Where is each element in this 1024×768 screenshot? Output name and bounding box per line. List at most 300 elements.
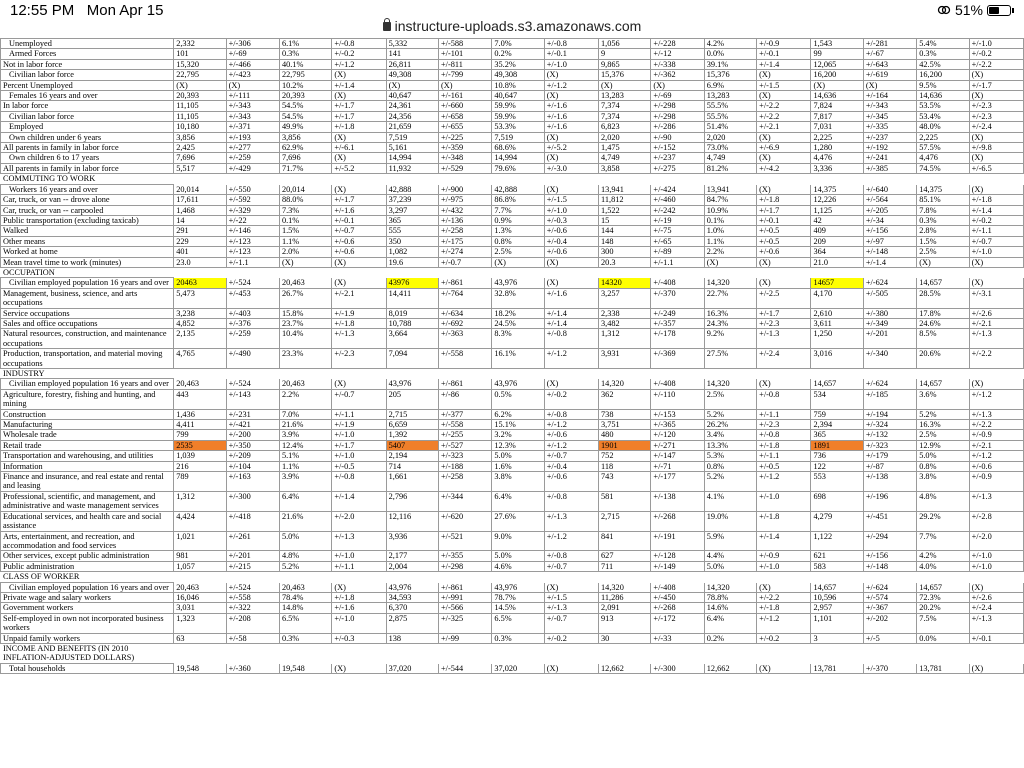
table-cell: +/-201 <box>226 551 279 561</box>
table-row <box>1 205 1024 215</box>
table-cell: 1,125 <box>811 205 863 215</box>
table-cell <box>226 643 279 663</box>
table-cell: 3.4% <box>704 430 756 440</box>
table-cell: +/-1.3 <box>332 329 386 349</box>
table-cell: +/-371 <box>226 122 279 132</box>
table-cell: +/-0.6 <box>969 461 1023 471</box>
table-cell: +/-0.7 <box>544 451 598 461</box>
table-cell: 24,356 <box>386 111 438 121</box>
row-label: Civilian labor force <box>1 111 174 121</box>
row-label: Natural resources, construction, and maintenance occupations <box>1 329 174 349</box>
table-cell: +/-544 <box>439 663 492 673</box>
table-cell: 583 <box>811 561 863 571</box>
table-cell: 3.2% <box>492 430 544 440</box>
table-cell: 4,170 <box>811 288 863 308</box>
table-cell: 14,411 <box>386 288 438 308</box>
table-cell: 24,361 <box>386 101 438 111</box>
table-cell: +/-640 <box>863 184 916 194</box>
table-cell: 57.5% <box>917 143 969 153</box>
table-cell <box>704 643 756 663</box>
table-cell: +/-147 <box>651 451 704 461</box>
table-cell: +/-12 <box>651 49 704 59</box>
table-cell: 2,425 <box>174 143 226 153</box>
table-cell: (X) <box>226 80 279 90</box>
table-row <box>1 39 1024 49</box>
row-label: Management, business, science, and arts occupations <box>1 288 174 308</box>
table-row <box>1 551 1024 561</box>
section-row <box>1 643 1024 663</box>
table-cell: +/-65 <box>651 236 704 246</box>
table-cell: 138 <box>386 633 438 643</box>
table-cell: 7,817 <box>811 111 863 121</box>
table-cell <box>332 174 386 184</box>
table-cell: 43,976 <box>492 582 544 592</box>
table-cell: 409 <box>811 226 863 236</box>
table-cell: +/-1.6 <box>332 205 386 215</box>
table-cell: +/-0.5 <box>757 226 811 236</box>
table-cell: +/-1.3 <box>969 613 1023 633</box>
table-row <box>1 132 1024 142</box>
table-cell: +/-104 <box>226 461 279 471</box>
row-label: Armed Forces <box>1 49 174 59</box>
table-cell <box>279 267 331 277</box>
table-cell: 34,593 <box>386 592 438 602</box>
table-cell: 1.1% <box>704 236 756 246</box>
row-label: Own children under 6 years <box>1 132 174 142</box>
table-cell: 229 <box>174 236 226 246</box>
table-cell: 13,781 <box>917 663 969 673</box>
table-cell: +/-1.2 <box>969 451 1023 461</box>
table-cell: 6.5% <box>492 613 544 633</box>
table-cell: +/-0.7 <box>332 226 386 236</box>
table-cell: +/-338 <box>651 59 704 69</box>
table-cell: +/-550 <box>226 184 279 194</box>
table-cell: 14,320 <box>599 582 651 592</box>
table-cell: 3,336 <box>811 163 863 173</box>
table-cell: 22,795 <box>279 70 331 80</box>
table-cell: (X) <box>757 153 811 163</box>
table-cell: +/-1.2 <box>757 613 811 633</box>
table-cell: (X) <box>332 582 386 592</box>
table-cell <box>174 174 226 184</box>
table-cell: 3,856 <box>279 132 331 142</box>
table-cell: +/-367 <box>863 603 916 613</box>
row-label: Retail trade <box>1 440 174 450</box>
table-cell: 698 <box>811 491 863 511</box>
date: Mon Apr 15 <box>86 2 164 19</box>
table-cell <box>599 267 651 277</box>
table-cell: 364 <box>811 247 863 257</box>
table-cell: 3,611 <box>811 318 863 328</box>
table-row <box>1 409 1024 419</box>
table-cell: +/-306 <box>226 39 279 49</box>
table-cell: 6,370 <box>386 603 438 613</box>
table-cell: 2,332 <box>174 39 226 49</box>
table-cell: +/-335 <box>863 122 916 132</box>
table-cell: (X) <box>651 80 704 90</box>
table-cell: 19.6 <box>386 257 438 267</box>
table-cell: +/-1.5 <box>544 195 598 205</box>
table-cell: 1,101 <box>811 613 863 633</box>
table-cell: 2.0% <box>279 247 331 257</box>
table-cell: 738 <box>599 409 651 419</box>
table-cell <box>279 643 331 663</box>
table-cell: 0.8% <box>492 236 544 246</box>
table-row <box>1 122 1024 132</box>
table-cell: 2.5% <box>492 247 544 257</box>
table-cell: 53.4% <box>917 111 969 121</box>
row-label: Manufacturing <box>1 420 174 430</box>
table-cell: (X) <box>969 663 1023 673</box>
table-row <box>1 511 1024 531</box>
table-cell: 5.0% <box>917 451 969 461</box>
data-table <box>0 38 1024 674</box>
row-label: Service occupations <box>1 308 174 318</box>
table-cell: 14,657 <box>917 379 969 389</box>
table-cell: +/-370 <box>863 663 916 673</box>
table-cell: 4,424 <box>174 511 226 531</box>
table-cell: 2,135 <box>174 329 226 349</box>
table-row <box>1 430 1024 440</box>
table-cell: 14,994 <box>386 153 438 163</box>
table-cell: +/-1.7 <box>757 308 811 318</box>
table-cell: +/-58 <box>226 633 279 643</box>
table-cell: +/-1.3 <box>544 603 598 613</box>
table-cell: 42.5% <box>917 59 969 69</box>
table-cell: 10,180 <box>174 122 226 132</box>
table-cell: +/-5 <box>863 633 916 643</box>
table-cell: 3.6% <box>917 389 969 409</box>
table-row <box>1 236 1024 246</box>
table-cell: +/-0.8 <box>544 491 598 511</box>
table-cell: 1,250 <box>811 329 863 349</box>
table-cell: 12.3% <box>492 440 544 450</box>
table-cell <box>863 174 916 184</box>
table-cell: 711 <box>599 561 651 571</box>
time: 12:55 PM <box>10 2 75 19</box>
table-cell: (X) <box>332 153 386 163</box>
table-cell: +/-90 <box>651 132 704 142</box>
table-cell: +/-255 <box>439 430 492 440</box>
table-cell: 27.5% <box>704 349 756 369</box>
table-row <box>1 91 1024 101</box>
table-cell: +/-2.1 <box>969 318 1023 328</box>
table-cell: 5.1% <box>279 451 331 461</box>
table-row <box>1 163 1024 173</box>
row-label: Sales and office occupations <box>1 318 174 328</box>
table-cell: 401 <box>174 247 226 257</box>
table-cell: 20,463 <box>279 379 331 389</box>
table-cell: 20,014 <box>279 184 331 194</box>
table-cell: 981 <box>174 551 226 561</box>
row-label: Females 16 years and over <box>1 91 174 101</box>
table-cell <box>969 643 1023 663</box>
table-cell <box>863 267 916 277</box>
table-cell: +/-403 <box>226 308 279 318</box>
table-cell <box>811 572 863 582</box>
table-cell: (X) <box>969 153 1023 163</box>
table-cell: +/-1.2 <box>969 389 1023 409</box>
table-cell: +/-128 <box>651 551 704 561</box>
table-cell: +/-524 <box>226 379 279 389</box>
table-cell: +/-0.2 <box>544 633 598 643</box>
table-cell: +/-363 <box>439 329 492 349</box>
table-cell: +/-975 <box>439 195 492 205</box>
table-cell <box>174 369 226 379</box>
table-cell: 42 <box>811 215 863 225</box>
table-cell: 2.8% <box>917 226 969 236</box>
table-cell <box>439 572 492 582</box>
row-label: Public administration <box>1 561 174 571</box>
table-cell: +/-161 <box>439 91 492 101</box>
table-cell: +/-323 <box>863 440 916 450</box>
table-cell: +/-1.0 <box>969 561 1023 571</box>
table-cell: (X) <box>599 80 651 90</box>
table-cell: +/-277 <box>226 143 279 153</box>
table-cell: 5.3% <box>704 451 756 461</box>
table-cell: +/-0.8 <box>757 430 811 440</box>
table-cell: +/-1.6 <box>544 122 598 132</box>
table-cell: +/-369 <box>651 349 704 369</box>
table-cell: 27.6% <box>492 511 544 531</box>
table-cell: +/-588 <box>439 39 492 49</box>
table-cell: +/-249 <box>651 308 704 318</box>
table-cell: 24.5% <box>492 318 544 328</box>
table-cell <box>544 267 598 277</box>
table-cell: 0.1% <box>704 215 756 225</box>
table-row <box>1 561 1024 571</box>
table-cell <box>811 369 863 379</box>
table-cell: 20,393 <box>174 91 226 101</box>
table-cell: +/-0.7 <box>332 389 386 409</box>
table-cell: (X) <box>917 257 969 267</box>
table-cell: 300 <box>599 247 651 257</box>
table-cell: +/-1.0 <box>969 39 1023 49</box>
table-cell: +/-1.6 <box>544 288 598 308</box>
table-cell: 4.2% <box>704 39 756 49</box>
table-cell: +/-0.2 <box>544 389 598 409</box>
table-cell: 29.2% <box>917 511 969 531</box>
table-cell: +/-365 <box>651 420 704 430</box>
table-cell: 1.0% <box>704 226 756 236</box>
table-cell: +/-5.2 <box>332 163 386 173</box>
table-cell: 0.2% <box>492 49 544 59</box>
table-cell: 20.6% <box>917 349 969 369</box>
table-cell: +/-524 <box>226 278 279 288</box>
table-cell: 743 <box>599 472 651 492</box>
table-cell: (X) <box>544 278 598 288</box>
table-cell: +/-164 <box>863 91 916 101</box>
table-cell: (X) <box>969 132 1023 142</box>
table-cell: 2535 <box>174 440 226 450</box>
table-cell: +/-1.3 <box>757 329 811 349</box>
table-cell <box>863 572 916 582</box>
table-cell <box>704 174 756 184</box>
table-cell: 35.2% <box>492 59 544 69</box>
table-cell: 365 <box>386 215 438 225</box>
table-cell: 2.5% <box>704 389 756 409</box>
table-cell: +/-1.7 <box>757 205 811 215</box>
table-cell: +/-1.6 <box>332 603 386 613</box>
table-cell: 0.5% <box>492 389 544 409</box>
table-cell <box>704 369 756 379</box>
table-cell: 362 <box>599 389 651 409</box>
table-cell: 1,122 <box>811 531 863 551</box>
table-cell: 7.8% <box>917 205 969 215</box>
table-cell: +/-376 <box>226 318 279 328</box>
table-cell: 10.8% <box>492 80 544 90</box>
table-cell: 5.0% <box>279 531 331 551</box>
table-cell: +/-1.4 <box>332 80 386 90</box>
table-cell: 15 <box>599 215 651 225</box>
table-cell: +/-1.0 <box>969 247 1023 257</box>
table-cell: 19.0% <box>704 511 756 531</box>
row-label: Employed <box>1 122 174 132</box>
table-row <box>1 101 1024 111</box>
table-cell: 0.3% <box>492 633 544 643</box>
table-cell <box>863 369 916 379</box>
table-cell: 5,473 <box>174 288 226 308</box>
table-cell <box>544 369 598 379</box>
table-cell: 2,225 <box>917 132 969 142</box>
table-cell: 0.1% <box>279 215 331 225</box>
table-cell: 205 <box>386 389 438 409</box>
table-cell: +/-237 <box>651 153 704 163</box>
table-cell: +/-460 <box>651 195 704 205</box>
table-cell: +/-2.4 <box>757 349 811 369</box>
table-cell: 17.8% <box>917 308 969 318</box>
table-cell: 12.9% <box>917 440 969 450</box>
table-cell: 3.9% <box>279 430 331 440</box>
table-cell: 13,941 <box>704 184 756 194</box>
table-cell: 0.8% <box>917 461 969 471</box>
table-cell: +/-1.7 <box>332 101 386 111</box>
table-cell <box>811 267 863 277</box>
table-cell: 0.3% <box>279 633 331 643</box>
row-label: Percent Unemployed <box>1 80 174 90</box>
table-cell: 10,596 <box>811 592 863 602</box>
table-cell: +/-2.8 <box>969 511 1023 531</box>
table-cell: +/-241 <box>863 153 916 163</box>
table-cell: 16,046 <box>174 592 226 602</box>
table-cell: +/-1.1 <box>332 409 386 419</box>
table-cell <box>439 267 492 277</box>
table-cell: +/-275 <box>651 163 704 173</box>
table-cell: 14,636 <box>917 91 969 101</box>
table-cell: +/-0.8 <box>544 551 598 561</box>
table-cell: 13.3% <box>704 440 756 450</box>
row-label: Professional, scientific, and management, and administrative and waste management services <box>1 491 174 511</box>
table-cell: 555 <box>386 226 438 236</box>
table-cell: +/-1.6 <box>544 111 598 121</box>
table-cell: +/-660 <box>439 101 492 111</box>
table-cell <box>599 369 651 379</box>
table-cell: 1901 <box>599 440 651 450</box>
table-cell: +/-1.8 <box>757 511 811 531</box>
table-cell: 14,320 <box>704 379 756 389</box>
table-cell: +/-259 <box>226 329 279 349</box>
table-cell: 5.2% <box>704 472 756 492</box>
table-cell: 20.2% <box>917 603 969 613</box>
table-cell: +/-97 <box>863 236 916 246</box>
table-cell: 913 <box>599 613 651 633</box>
url-bar[interactable] <box>0 18 1024 38</box>
table-cell: (X) <box>332 184 386 194</box>
table-cell: 209 <box>811 236 863 246</box>
table-cell: +/-349 <box>863 318 916 328</box>
table-cell: 534 <box>811 389 863 409</box>
table-cell: 5.0% <box>492 451 544 461</box>
table-cell: 2,177 <box>386 551 438 561</box>
table-cell: +/-421 <box>226 420 279 430</box>
table-cell: 88.0% <box>279 195 331 205</box>
table-cell: (X) <box>332 91 386 101</box>
table-cell: (X) <box>757 70 811 80</box>
table-cell: 9.2% <box>704 329 756 349</box>
table-cell <box>757 643 811 663</box>
table-cell: 1,543 <box>811 39 863 49</box>
table-cell: 0.3% <box>917 215 969 225</box>
table-cell: 49,308 <box>492 70 544 80</box>
table-cell: +/-1.0 <box>332 430 386 440</box>
table-cell: +/-355 <box>439 551 492 561</box>
table-cell: 1.1% <box>279 236 331 246</box>
section-row <box>1 572 1024 582</box>
table-cell: +/-991 <box>439 592 492 602</box>
table-cell: 3,031 <box>174 603 226 613</box>
table-cell: 40,647 <box>492 91 544 101</box>
table-cell: +/-237 <box>863 132 916 142</box>
table-cell: +/-298 <box>651 111 704 121</box>
table-cell: 6.4% <box>704 613 756 633</box>
table-cell: 2,338 <box>599 308 651 318</box>
table-cell <box>174 572 226 582</box>
row-label: In labor force <box>1 101 174 111</box>
table-cell: 736 <box>811 451 863 461</box>
table-cell: +/-300 <box>651 663 704 673</box>
table-cell: (X) <box>544 70 598 80</box>
table-cell <box>544 572 598 582</box>
table-cell: +/-521 <box>439 531 492 551</box>
row-label: Wholesale trade <box>1 430 174 440</box>
table-cell: (X) <box>174 80 226 90</box>
table-cell: 0.9% <box>492 215 544 225</box>
table-cell: 148 <box>599 236 651 246</box>
table-cell: +/-3.0 <box>544 163 598 173</box>
table-cell: +/-1.4 <box>544 308 598 318</box>
table-cell: +/-0.8 <box>332 39 386 49</box>
table-row <box>1 288 1024 308</box>
table-row <box>1 318 1024 328</box>
table-cell: 43,976 <box>492 379 544 389</box>
table-cell: +/-178 <box>651 329 704 349</box>
table-cell: +/-2.4 <box>969 122 1023 132</box>
table-cell: +/-156 <box>863 226 916 236</box>
table-cell: 55.5% <box>704 111 756 121</box>
table-cell: +/-34 <box>863 215 916 225</box>
table-cell <box>757 572 811 582</box>
table-cell: 1,436 <box>174 409 226 419</box>
table-cell: +/-5.2 <box>544 143 598 153</box>
table-cell: 16.3% <box>917 420 969 430</box>
table-cell: +/-1.3 <box>969 329 1023 349</box>
table-row <box>1 420 1024 430</box>
table-cell: +/-146 <box>226 226 279 236</box>
table-cell: +/-1.0 <box>332 451 386 461</box>
table-cell: (X) <box>544 132 598 142</box>
table-cell: 39.1% <box>704 59 756 69</box>
table-cell: 7.0% <box>279 409 331 419</box>
